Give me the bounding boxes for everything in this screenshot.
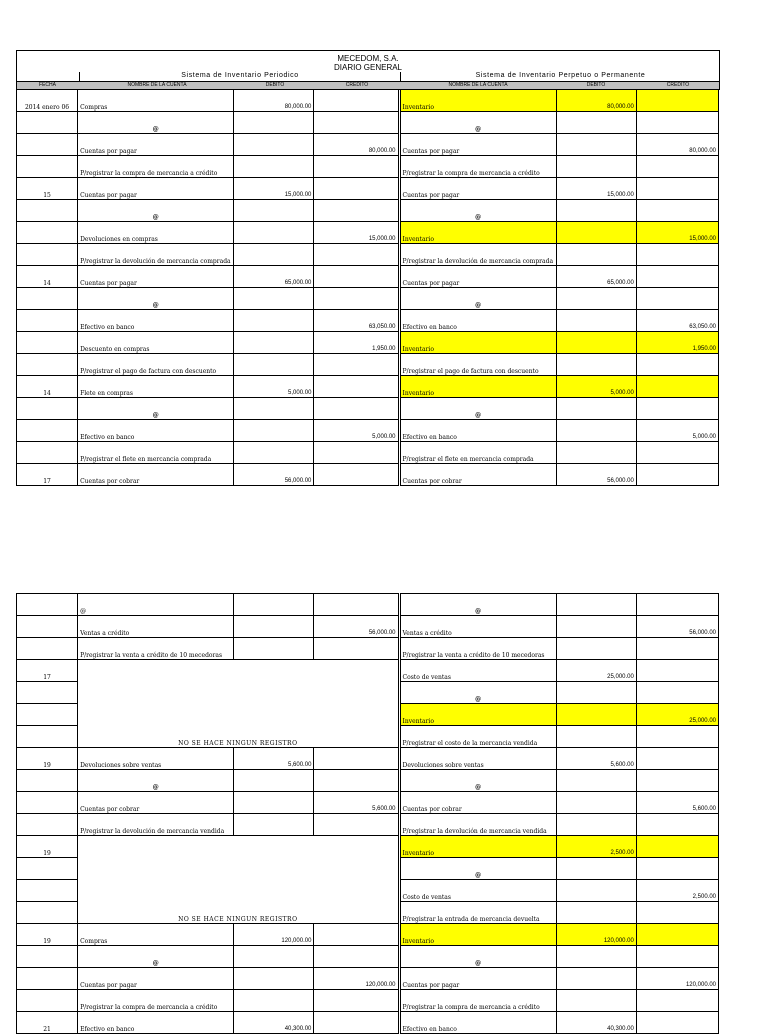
account-name: Devoluciones en compras <box>78 222 234 244</box>
credit-amount <box>636 770 718 792</box>
no-record-note: NO SE HACE NINGUN REGISTRO <box>78 660 398 748</box>
account-name: Inventario <box>400 376 556 398</box>
credit-amount: 25,000.00 <box>636 704 718 726</box>
credit-amount <box>314 90 398 112</box>
debit-amount: 5,000.00 <box>234 376 314 398</box>
entry-date <box>17 704 78 726</box>
journal-row <box>17 288 719 310</box>
account-name: Inventario <box>400 90 556 112</box>
credit-amount <box>314 200 398 222</box>
debit-amount <box>556 682 636 704</box>
credit-amount <box>314 398 398 420</box>
account-name: Efectivo en banco <box>400 420 556 442</box>
journal-row <box>17 332 719 354</box>
journal-row <box>17 836 719 858</box>
debit-amount <box>234 332 314 354</box>
credit-amount <box>314 112 398 134</box>
credit-amount <box>314 990 398 1012</box>
no-record-note: NO SE HACE NINGUN REGISTRO <box>78 836 398 924</box>
debit-amount: 5,600.00 <box>234 748 314 770</box>
debit-amount: 120,000.00 <box>234 924 314 946</box>
at-symbol: @ <box>78 398 234 420</box>
account-name: Cuentas por pagar <box>78 178 234 200</box>
entry-date <box>17 946 78 968</box>
debit-amount <box>556 946 636 968</box>
at-symbol: @ <box>400 398 556 420</box>
entry-date <box>17 594 78 616</box>
entry-date <box>17 902 78 924</box>
credit-amount <box>636 1012 718 1034</box>
account-name: Compras <box>78 924 234 946</box>
entry-memo: P/registrar el pago de factura con descuento <box>78 354 234 376</box>
at-symbol: @ <box>400 946 556 968</box>
debit-amount <box>556 332 636 354</box>
account-name: Inventario <box>400 704 556 726</box>
account-name: Efectivo en banco <box>78 420 234 442</box>
debit-amount <box>234 814 314 836</box>
entry-date <box>17 770 78 792</box>
entry-date: 21 <box>17 1012 78 1034</box>
debit-amount: 25,000.00 <box>556 660 636 682</box>
entry-memo: P/registrar el flete en mercancia comprada <box>400 442 556 464</box>
entry-memo: P/registrar la compra de mercancia a crédito <box>78 990 234 1012</box>
credit-amount <box>636 288 718 310</box>
journal-row <box>17 178 719 200</box>
entry-date <box>17 616 78 638</box>
account-name: Cuentas por pagar <box>78 968 234 990</box>
entry-date: 2014 enero 06 <box>17 90 78 112</box>
debit-amount <box>234 244 314 266</box>
debit-amount: 5,600.00 <box>556 748 636 770</box>
credit-amount <box>636 858 718 880</box>
entry-memo: P/registrar la compra de mercancia a crédito <box>400 990 556 1012</box>
entry-date <box>17 354 78 376</box>
journal-row <box>17 222 719 244</box>
entry-date <box>17 200 78 222</box>
credit-amount <box>636 924 718 946</box>
entry-date: 19 <box>17 924 78 946</box>
debit-amount <box>234 420 314 442</box>
debit-amount <box>234 638 314 660</box>
at-symbol: @ <box>400 770 556 792</box>
credit-amount <box>314 288 398 310</box>
entry-date <box>17 726 78 748</box>
journal-row <box>17 1012 719 1034</box>
credit-amount <box>636 748 718 770</box>
debit-amount: 56,000.00 <box>556 464 636 486</box>
entry-date <box>17 968 78 990</box>
entry-memo: P/registrar la devolución de mercancia comprada <box>400 244 556 266</box>
entry-date <box>17 222 78 244</box>
entry-date: 19 <box>17 748 78 770</box>
col-debito-right: DEBITO <box>586 82 606 88</box>
debit-amount: 2,500.00 <box>556 836 636 858</box>
account-name: Cuentas por pagar <box>400 134 556 156</box>
journal-row <box>17 376 719 398</box>
debit-amount <box>556 310 636 332</box>
col-cuenta-left: NOMBRE DE LA CUENTA <box>127 82 187 88</box>
account-name: Flete en compras <box>78 376 234 398</box>
journal-row <box>17 442 719 464</box>
journal-row <box>17 134 719 156</box>
col-credito-left: CREDITO <box>345 82 369 88</box>
debit-amount <box>556 354 636 376</box>
debit-amount <box>234 946 314 968</box>
company-name: MECEDOM, S.A. <box>337 54 399 63</box>
credit-amount <box>636 682 718 704</box>
entry-date <box>17 112 78 134</box>
col-credito-right: CREDITO <box>666 82 690 88</box>
debit-amount: 40,300.00 <box>556 1012 636 1034</box>
at-symbol: @ <box>78 770 234 792</box>
credit-amount: 5,600.00 <box>636 792 718 814</box>
account-name: Efectivo en banco <box>78 310 234 332</box>
left-system-label: Sistema de Inventario Periodico <box>79 72 400 81</box>
credit-amount: 80,000.00 <box>636 134 718 156</box>
account-name: Devoluciones sobre ventas <box>78 748 234 770</box>
credit-amount <box>314 244 398 266</box>
journal-table-bottom <box>16 593 719 1034</box>
journal-row <box>17 990 719 1012</box>
credit-amount: 63,050.00 <box>636 310 718 332</box>
debit-amount <box>234 990 314 1012</box>
credit-amount <box>636 376 718 398</box>
debit-amount: 15,000.00 <box>556 178 636 200</box>
credit-amount <box>314 442 398 464</box>
entry-date: 17 <box>17 660 78 682</box>
journal-row <box>17 660 719 682</box>
credit-amount <box>636 442 718 464</box>
entry-date <box>17 244 78 266</box>
debit-amount <box>556 200 636 222</box>
entry-date <box>17 332 78 354</box>
debit-amount <box>556 398 636 420</box>
debit-amount <box>556 792 636 814</box>
entry-memo: P/registrar la entrada de mercancia devuelta <box>400 902 556 924</box>
credit-amount <box>636 156 718 178</box>
debit-amount <box>234 156 314 178</box>
credit-amount <box>314 946 398 968</box>
journal-row <box>17 638 719 660</box>
entry-date: 15 <box>17 178 78 200</box>
col-cuenta-right: NOMBRE DE LA CUENTA <box>448 82 508 88</box>
account-name: Compras <box>78 90 234 112</box>
entry-memo: P/registrar la compra de mercancia a crédito <box>400 156 556 178</box>
debit-amount: 56,000.00 <box>234 464 314 486</box>
account-name: Inventario <box>400 836 556 858</box>
account-name: Cuentas por cobrar <box>78 464 234 486</box>
journal-row <box>17 354 719 376</box>
account-name: Efectivo en banco <box>400 310 556 332</box>
debit-amount <box>556 704 636 726</box>
credit-amount: 5,000.00 <box>314 420 398 442</box>
credit-amount <box>636 594 718 616</box>
credit-amount: 2,500.00 <box>636 880 718 902</box>
entry-memo: P/registrar la devolución de mercancia comprada <box>78 244 234 266</box>
credit-amount <box>314 638 398 660</box>
debit-amount: 65,000.00 <box>234 266 314 288</box>
entry-memo: P/registrar la devolución de mercancia vendida <box>78 814 234 836</box>
journal-row <box>17 792 719 814</box>
journal-row <box>17 310 719 332</box>
credit-amount <box>636 814 718 836</box>
account-name: Inventario <box>400 222 556 244</box>
entry-memo: P/registrar la devolución de mercancia vendida <box>400 814 556 836</box>
credit-amount <box>636 946 718 968</box>
at-symbol: @ <box>400 112 556 134</box>
journal-row <box>17 946 719 968</box>
credit-amount <box>636 990 718 1012</box>
journal-row <box>17 464 719 486</box>
debit-amount <box>234 594 314 616</box>
col-fecha: FECHA <box>39 82 56 88</box>
debit-amount <box>234 354 314 376</box>
journal-row <box>17 616 719 638</box>
entry-date: 17 <box>17 464 78 486</box>
journal-row <box>17 90 719 112</box>
entry-memo: P/registrar la venta a crédito de 10 mecedoras <box>400 638 556 660</box>
journal-table-top <box>16 89 719 486</box>
col-debito-left: DEBITO <box>265 82 285 88</box>
entry-date <box>17 880 78 902</box>
debit-amount <box>234 770 314 792</box>
debit-amount: 5,000.00 <box>556 376 636 398</box>
account-name: Ventas a crédito <box>78 616 234 638</box>
at-symbol: @ <box>400 200 556 222</box>
entry-date <box>17 990 78 1012</box>
entry-date <box>17 288 78 310</box>
journal-row <box>17 398 719 420</box>
debit-amount <box>234 288 314 310</box>
credit-amount <box>636 902 718 924</box>
journal-row <box>17 244 719 266</box>
journal-row <box>17 266 719 288</box>
at-symbol: @ <box>78 112 234 134</box>
credit-amount <box>636 660 718 682</box>
credit-amount <box>314 178 398 200</box>
credit-amount <box>314 770 398 792</box>
credit-amount <box>314 924 398 946</box>
debit-amount <box>234 112 314 134</box>
entry-date <box>17 682 78 704</box>
debit-amount <box>234 310 314 332</box>
credit-amount <box>314 748 398 770</box>
journal-row <box>17 200 719 222</box>
credit-amount <box>636 398 718 420</box>
credit-amount <box>314 376 398 398</box>
debit-amount <box>234 968 314 990</box>
entry-memo: P/registrar la compra de mercancia a crédito <box>78 156 234 178</box>
journal-row <box>17 594 719 616</box>
credit-amount <box>636 266 718 288</box>
account-name: Efectivo en banco <box>400 1012 556 1034</box>
at-symbol: @ <box>78 288 234 310</box>
account-name: Costo de ventas <box>400 880 556 902</box>
credit-amount: 63,050.00 <box>314 310 398 332</box>
debit-amount <box>556 902 636 924</box>
journal-row <box>17 770 719 792</box>
credit-amount: 1,950.00 <box>314 332 398 354</box>
debit-amount <box>234 442 314 464</box>
debit-amount <box>556 770 636 792</box>
entry-date <box>17 398 78 420</box>
credit-amount <box>314 1012 398 1034</box>
debit-amount <box>556 858 636 880</box>
credit-amount <box>314 814 398 836</box>
journal-row <box>17 420 719 442</box>
account-name: Cuentas por cobrar <box>78 792 234 814</box>
credit-amount <box>636 90 718 112</box>
debit-amount <box>556 594 636 616</box>
credit-amount: 80,000.00 <box>314 134 398 156</box>
credit-amount <box>314 594 398 616</box>
account-name: Descuento en compras <box>78 332 234 354</box>
entry-date <box>17 638 78 660</box>
debit-amount <box>234 792 314 814</box>
journal-row <box>17 814 719 836</box>
debit-amount <box>556 442 636 464</box>
at-symbol: @ <box>400 288 556 310</box>
debit-amount <box>234 398 314 420</box>
credit-amount <box>636 464 718 486</box>
credit-amount <box>636 836 718 858</box>
credit-amount <box>636 244 718 266</box>
account-name: Inventario <box>400 332 556 354</box>
entry-memo: P/registrar el flete en mercancia comprada <box>78 442 234 464</box>
debit-amount <box>556 726 636 748</box>
account-name: Cuentas por cobrar <box>400 464 556 486</box>
account-name: Cuentas por pagar <box>400 178 556 200</box>
entry-date <box>17 156 78 178</box>
debit-amount <box>556 112 636 134</box>
account-name: Cuentas por pagar <box>400 968 556 990</box>
debit-amount <box>234 134 314 156</box>
entry-memo: P/registrar la venta a crédito de 10 mecedoras <box>78 638 234 660</box>
credit-amount <box>636 200 718 222</box>
debit-amount <box>556 880 636 902</box>
entry-date <box>17 310 78 332</box>
debit-amount <box>556 616 636 638</box>
entry-date <box>17 858 78 880</box>
account-name: Cuentas por pagar <box>78 134 234 156</box>
debit-amount: 15,000.00 <box>234 178 314 200</box>
journal-header <box>16 50 720 73</box>
account-name: Cuentas por pagar <box>78 266 234 288</box>
credit-amount <box>314 266 398 288</box>
account-name: Inventario <box>400 924 556 946</box>
debit-amount: 40,300.00 <box>234 1012 314 1034</box>
journal-title: DIARIO GENERAL <box>333 63 402 72</box>
entry-date <box>17 442 78 464</box>
at-symbol: @ <box>78 200 234 222</box>
debit-amount: 120,000.00 <box>556 924 636 946</box>
journal-row <box>17 156 719 178</box>
entry-date <box>17 420 78 442</box>
journal-row <box>17 924 719 946</box>
credit-amount <box>636 354 718 376</box>
debit-amount <box>234 200 314 222</box>
account-name: Costo de ventas <box>400 660 556 682</box>
entry-date: 19 <box>17 836 78 858</box>
credit-amount <box>636 178 718 200</box>
credit-amount <box>314 354 398 376</box>
debit-amount: 80,000.00 <box>234 90 314 112</box>
credit-amount: 56,000.00 <box>314 616 398 638</box>
credit-amount: 5,600.00 <box>314 792 398 814</box>
entry-date <box>17 134 78 156</box>
account-name: Efectivo en banco <box>78 1012 234 1034</box>
system-labels <box>16 72 720 81</box>
debit-amount <box>556 244 636 266</box>
account-name: Cuentas por cobrar <box>400 792 556 814</box>
debit-amount: 65,000.00 <box>556 266 636 288</box>
credit-amount <box>314 464 398 486</box>
debit-amount <box>556 288 636 310</box>
debit-amount <box>556 968 636 990</box>
entry-date: 14 <box>17 376 78 398</box>
at-symbol: @ <box>400 858 556 880</box>
journal-row <box>17 748 719 770</box>
credit-amount <box>314 156 398 178</box>
credit-amount: 1,950.00 <box>636 332 718 354</box>
credit-amount <box>636 726 718 748</box>
entry-date <box>17 814 78 836</box>
at-symbol: @ <box>400 594 556 616</box>
journal-row <box>17 112 719 134</box>
debit-amount <box>556 990 636 1012</box>
debit-amount <box>556 134 636 156</box>
at-symbol: @ <box>78 946 234 968</box>
account-name: Ventas a crédito <box>400 616 556 638</box>
credit-amount: 15,000.00 <box>636 222 718 244</box>
debit-amount: 80,000.00 <box>556 90 636 112</box>
right-system-label: Sistema de Inventario Perpetuo o Permanente <box>400 72 720 81</box>
credit-amount: 120,000.00 <box>636 968 718 990</box>
journal-row <box>17 968 719 990</box>
debit-amount <box>556 814 636 836</box>
entry-memo: P/registrar el costo de la mercancia vendida <box>400 726 556 748</box>
entry-memo: P/registrar el pago de factura con descuento <box>400 354 556 376</box>
credit-amount <box>636 112 718 134</box>
credit-amount <box>636 638 718 660</box>
credit-amount: 15,000.00 <box>314 222 398 244</box>
entry-date: 14 <box>17 266 78 288</box>
debit-amount <box>556 156 636 178</box>
account-name: Devoluciones sobre ventas <box>400 748 556 770</box>
debit-amount <box>234 222 314 244</box>
debit-amount <box>556 420 636 442</box>
debit-amount <box>556 222 636 244</box>
at-symbol: @ <box>400 682 556 704</box>
credit-amount: 5,000.00 <box>636 420 718 442</box>
debit-amount <box>556 638 636 660</box>
account-name: Cuentas por pagar <box>400 266 556 288</box>
credit-amount: 120,000.00 <box>314 968 398 990</box>
debit-amount <box>234 616 314 638</box>
entry-date <box>17 792 78 814</box>
credit-amount: 56,000.00 <box>636 616 718 638</box>
at-symbol: @ <box>78 594 234 616</box>
